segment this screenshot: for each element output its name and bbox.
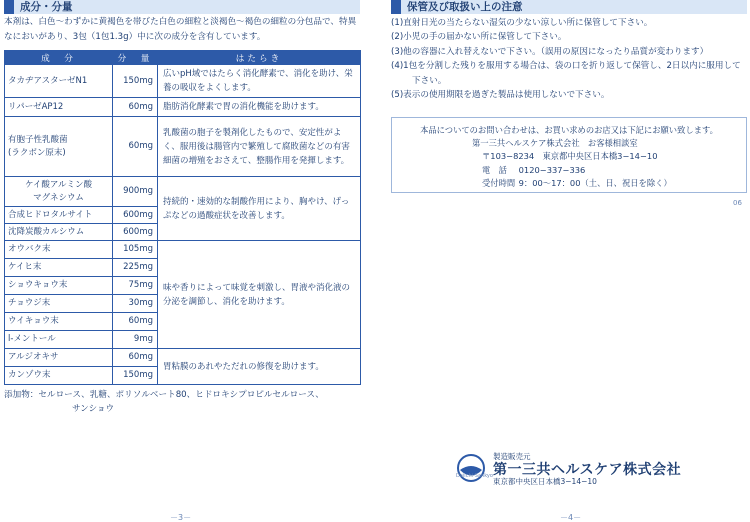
ingredient-name: l-メントール [5,331,113,349]
section-title-ingredients [4,0,360,14]
ingredient-amount: 60mg [113,349,158,367]
additives [4,388,366,416]
maker-address: 東京都中央区日本橋3−14−10 [493,477,597,486]
table-row [5,177,361,207]
section-title-text: 成分・分量 [20,1,73,13]
phone-number: 0120−337−336 [518,164,586,175]
header-effect: はたらき [158,51,361,65]
table-row [5,349,361,367]
ingredient-name: 合成ヒドロタルサイト [5,207,113,224]
ingredient-name: 沈降炭酸カルシウム [5,224,113,241]
ingredient-name: ウイキョウ末 [5,313,113,331]
ingredient-name: カンゾウ末 [5,367,113,385]
ingredient-amount: 105mg [113,241,158,259]
ingredient-name: 有胞子性乳酸菌 (ラクボン原末) [5,117,113,177]
contact-address: 〒103−8234 東京都中央区日本橋3−14−10 [482,151,658,162]
ingredient-amount: 900mg [113,177,158,207]
ingredient-amount: 150mg [113,367,158,385]
ingredient-effect: 持続的・速効的な制酸作用により、胸やけ、げっぷなどの過酸症状を改善します。 [158,177,361,241]
ingredient-amount: 9mg [113,331,158,349]
header-ingredient: 成 分 [5,51,113,65]
additives-line-2: サンショウ [72,404,115,414]
logo-wordmark: Daiichi-Sankyo [456,473,493,479]
table-row [5,98,361,117]
table-row [5,65,361,98]
ingredient-name: タカヂアスターゼN1 [5,65,113,98]
ingredient-name: オウバク末 [5,241,113,259]
header-amount: 分 量 [113,51,158,65]
additives-line-1: 添加物：セルロース、乳糖、ポリソルベート80、ヒドロキシプロピルセルロース、 [4,390,324,400]
ingredient-effect: 乳酸菌の胞子を製剤化したもので、安定性がよく、服用後は腸管内で繁殖して腐敗菌などの有害細菌の増殖をおさえて、整腸作用を発揮します。 [158,117,361,177]
intro-text: 本剤は、白色～わずかに黄褐色を帯びた白色の細粒と淡褐色～褐色の細粒の分包品で、特異なにおいがあり、3包（1包1.3g）中に次の成分を含有しています。 [4,17,357,42]
ingredient-effect: 胃粘膜のあれやただれの修復を助けます。 [158,349,361,385]
contact-phone-row [392,164,746,177]
hours-value: 9：00～17：00（土、日、祝日を除く） [518,177,672,188]
contact-intro: 本品についてのお問い合わせは、お買い求めのお店又は下記にお願い致します。 [420,125,718,135]
ingredient-name: リパーゼAP12 [5,98,113,117]
ingredient-amount: 75mg [113,277,158,295]
contact-box [391,117,747,193]
list-item: (1)直射日光の当たらない湿気の少ない涼しい所に保管して下さい。 [391,18,653,28]
ingredient-effect: 広いpH域ではたらく消化酵素で、消化を助け、栄養の吸収をよくします。 [158,65,361,98]
ingredient-amount: 60mg [113,313,158,331]
list-item: (2)小児の手の届かない所に保管して下さい。 [391,32,567,43]
ingredient-amount: 600mg [113,207,158,224]
list-item: (3)他の容器に入れ替えないで下さい。（誤用の原因になったり品質が変わります） [391,46,709,57]
ingredient-amount: 600mg [113,224,158,241]
hours-label: 受付時間 [482,177,516,188]
ingredient-effect: 脂肪消化酵素で胃の消化機能を助けます。 [158,98,361,117]
maker-name: 第一三共ヘルスケア株式会社 [493,462,682,478]
ingredient-amount: 30mg [113,295,158,313]
contact-hours-row [392,177,746,190]
section-title-storage [391,0,747,14]
ingredient-name: チョウジ末 [5,295,113,313]
ingredients-table [4,50,361,385]
storage-notes [391,16,747,102]
ingredient-amount: 60mg [113,98,158,117]
page-number-left: －3－ [170,513,192,522]
manufacturer-block [456,451,706,485]
table-header-row [5,51,361,65]
list-item: (5)表示の使用期限を過ぎた製品は使用しないで下さい。 [391,90,610,101]
ingredient-name: ケイヒ末 [5,259,113,277]
ingredient-amount: 225mg [113,259,158,277]
list-item: (4)1包を分割した残りを服用する場合は、袋の口を折り返して保管し、2日以内に服用して下さい。 [391,61,741,86]
table-row [5,241,361,259]
ingredient-amount: 150mg [113,65,158,98]
section-title-text: 保管及び取扱い上の注意 [407,1,523,13]
contact-company: 第一三共ヘルスケア株式会社 お客様相談室 [472,138,638,149]
table-row [5,117,361,177]
ingredient-effect: 味や香りによって味覚を刺激し、胃液や消化液の分泌を調節し、消化を助けます。 [158,241,361,349]
page-number-right: －4－ [560,513,582,522]
ingredient-name: ケイ酸アルミン酸 マグネシウム [5,177,113,207]
phone-label: 電 話 [482,164,507,175]
ingredient-name: アルジオキサ [5,349,113,367]
maker-label: 製造販売元 [493,452,531,461]
page-code: 06 [733,199,742,207]
ingredient-name: ショウキョウ末 [5,277,113,295]
ingredient-amount: 60mg [113,117,158,177]
